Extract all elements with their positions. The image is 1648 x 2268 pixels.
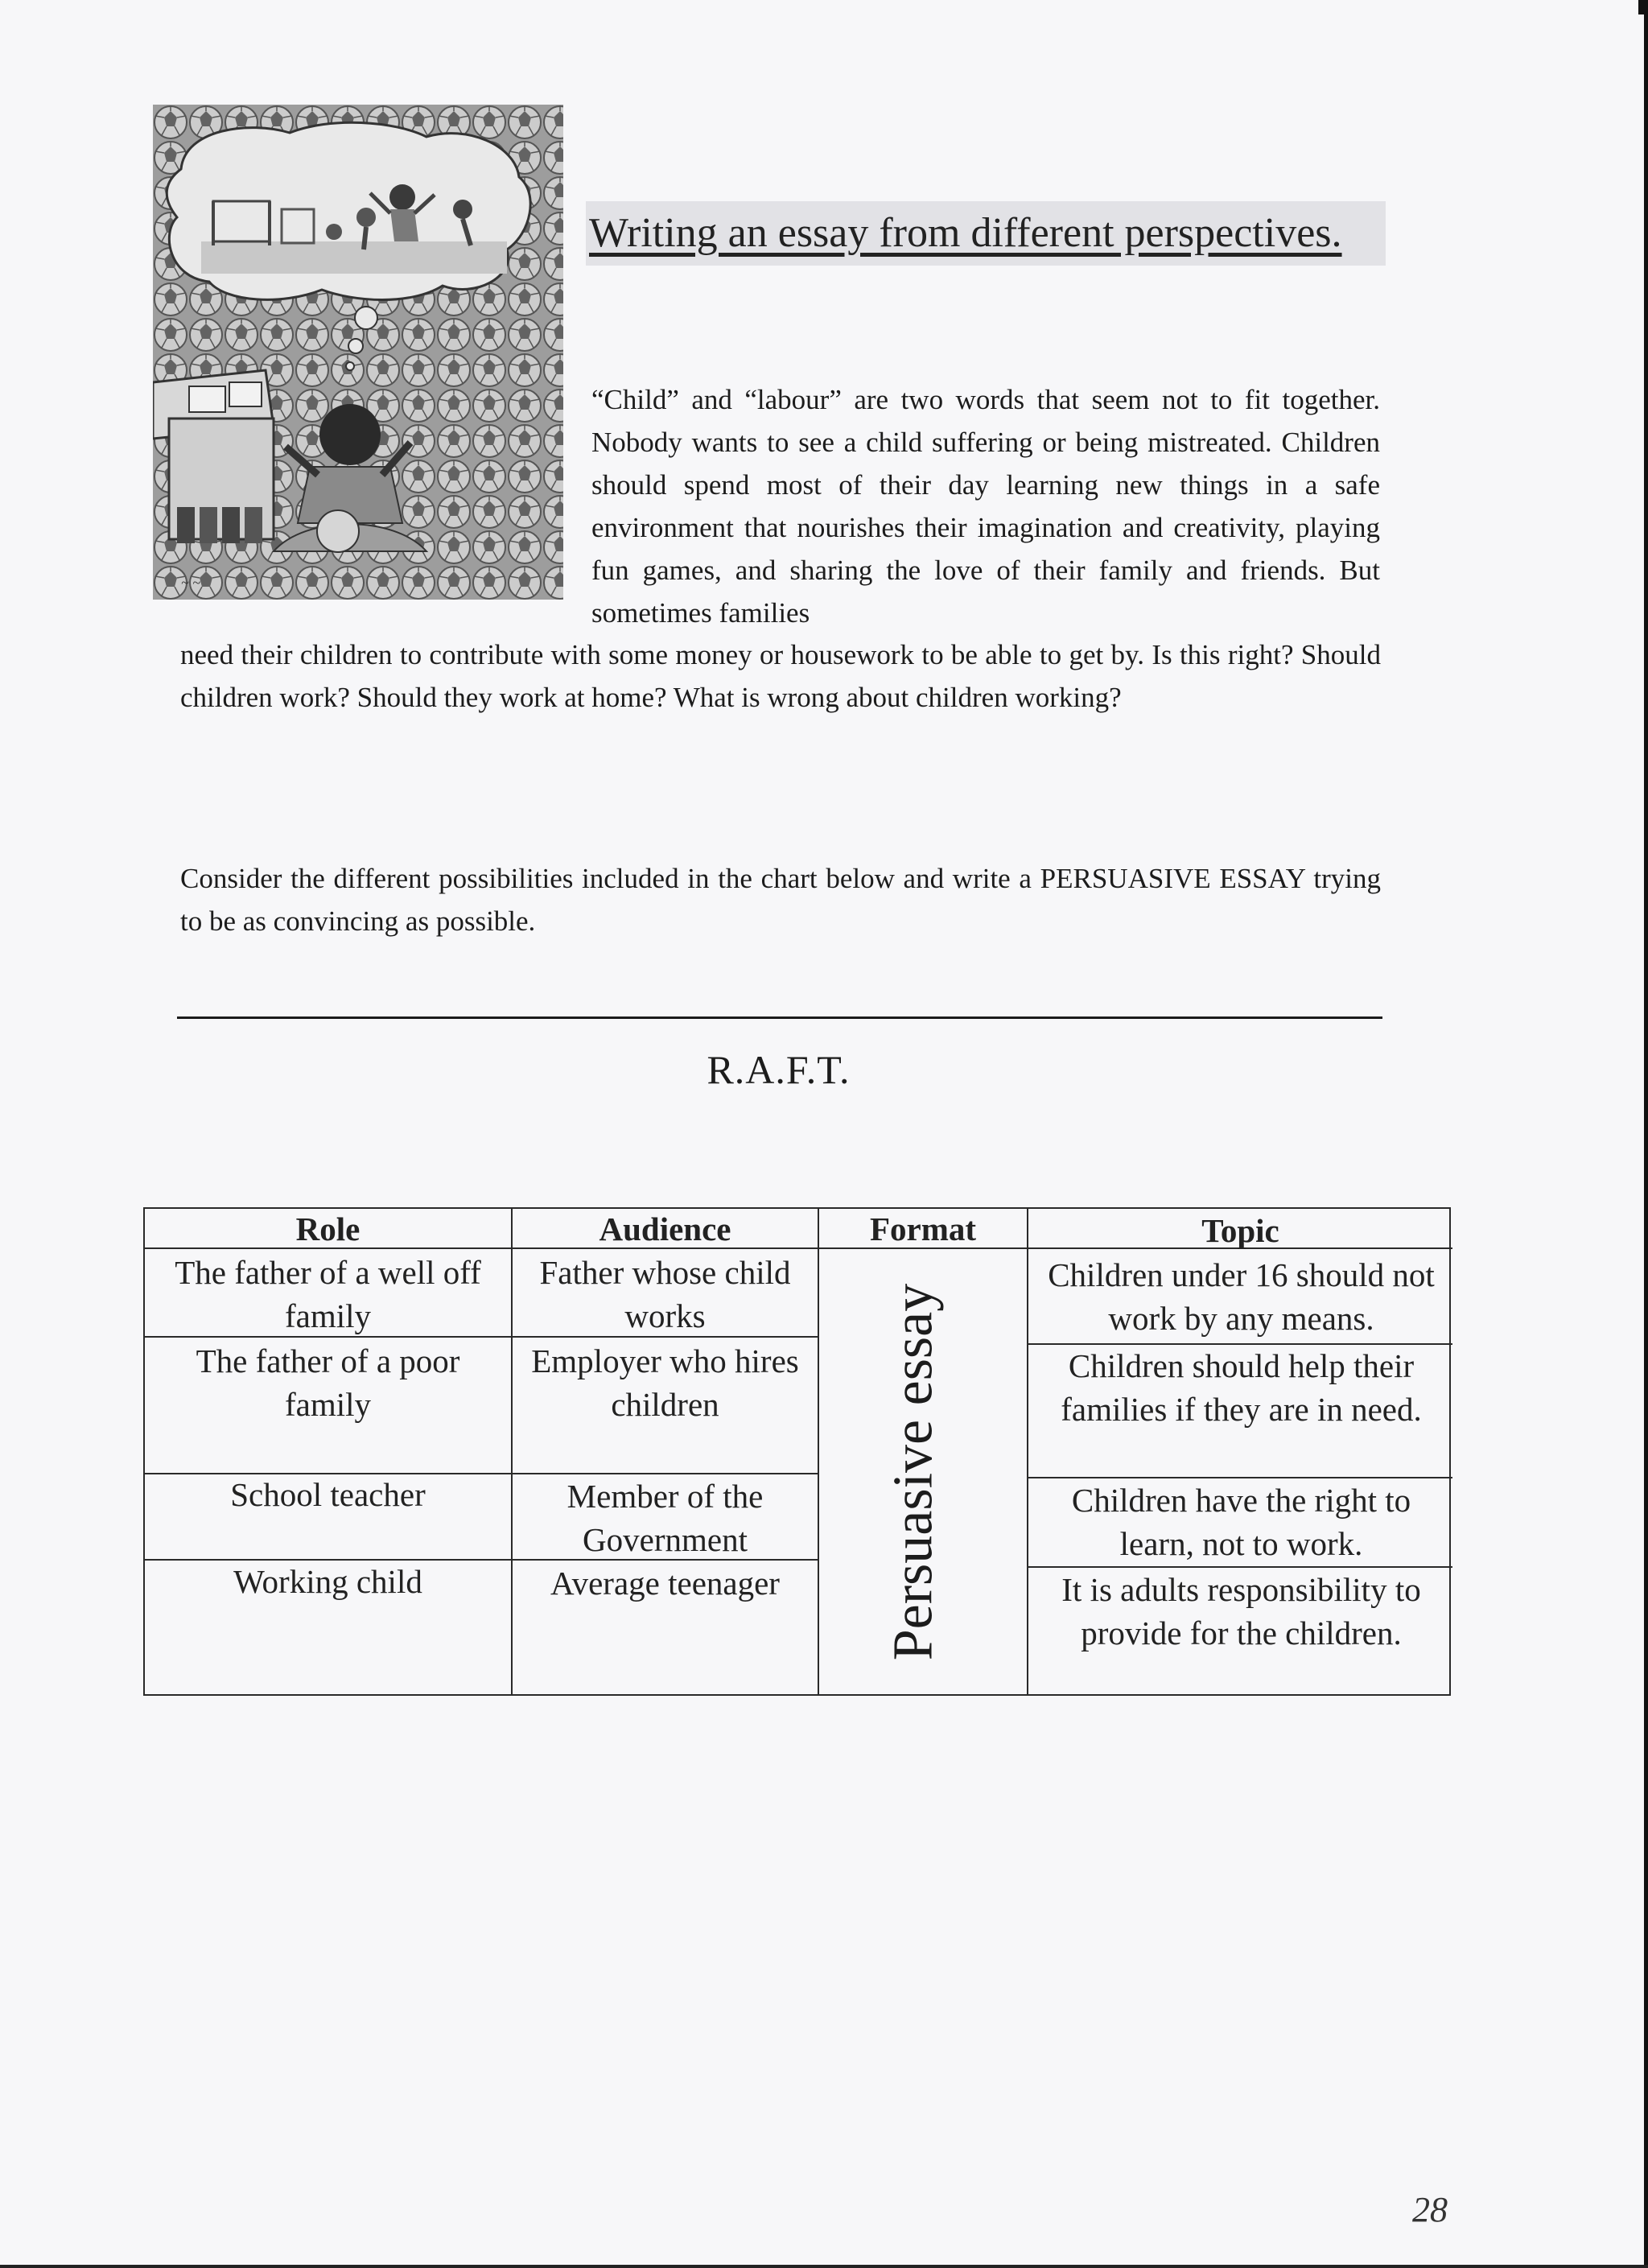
audience-cell: Average teenager: [550, 1565, 780, 1602]
raft-title: R.A.F.T.: [707, 1047, 851, 1092]
audience-cell: Employer who hires children: [531, 1342, 799, 1423]
topic-cell: Children have the right to learn, not to work.: [1071, 1482, 1411, 1562]
intro-paragraph-bottom: need their children to contribute with some money or housework to be able to get by. Is this right? Should children work? Should they work at home? What is wrong about children working?: [180, 639, 1381, 713]
format-value: Persuasive essay: [882, 1283, 945, 1660]
svg-text:~ ~: ~ ~: [181, 575, 200, 591]
header-topic: Topic: [1201, 1212, 1279, 1249]
column-divider: [511, 1209, 513, 1694]
scan-edge-right: [1644, 0, 1648, 2268]
scan-edge-bottom: [0, 2265, 1648, 2268]
header-format: Format: [869, 1210, 977, 1247]
format-cell: [818, 1247, 1009, 1696]
role-cell: School teacher: [230, 1476, 426, 1513]
page-title: Writing an essay from different perspectives.: [586, 201, 1386, 266]
role-cell: The father of a poor family: [196, 1342, 460, 1423]
column-divider: [1027, 1209, 1028, 1694]
header-role: Role: [295, 1210, 360, 1247]
audience-cell: Father whose child works: [539, 1254, 791, 1334]
topic-cell: Children under 16 should not work by any means.: [1048, 1256, 1435, 1337]
topic-cell: Children should help their families if they are in need.: [1061, 1347, 1422, 1428]
audience-cell: Member of the Government: [566, 1478, 764, 1558]
horizontal-divider: [177, 1016, 1382, 1019]
page-number: 28: [1412, 2190, 1448, 2229]
role-cell: Working child: [233, 1563, 422, 1600]
instructions-paragraph: Consider the different possibilities included in the chart below and write a PERSUASIVE ESSAY trying to be as convincing as possible.: [180, 863, 1381, 937]
role-cell: The father of a well off family: [175, 1254, 481, 1334]
header-audience: Audience: [599, 1210, 731, 1247]
raft-table: [143, 1207, 1451, 1696]
child-labour-cartoon: [153, 105, 563, 600]
topic-cell: It is adults responsibility to provide for the children.: [1061, 1571, 1421, 1652]
intro-paragraph-top: “Child” and “labour” are two words that seem not to fit together. Nobody wants to see a child suffering or being mistreated. Children should spend most of their day learning new things in a safe environment that nourishes their imagination and creativity, playing fun games, and sharing the love of their family and friends. But sometimes families: [591, 384, 1380, 629]
